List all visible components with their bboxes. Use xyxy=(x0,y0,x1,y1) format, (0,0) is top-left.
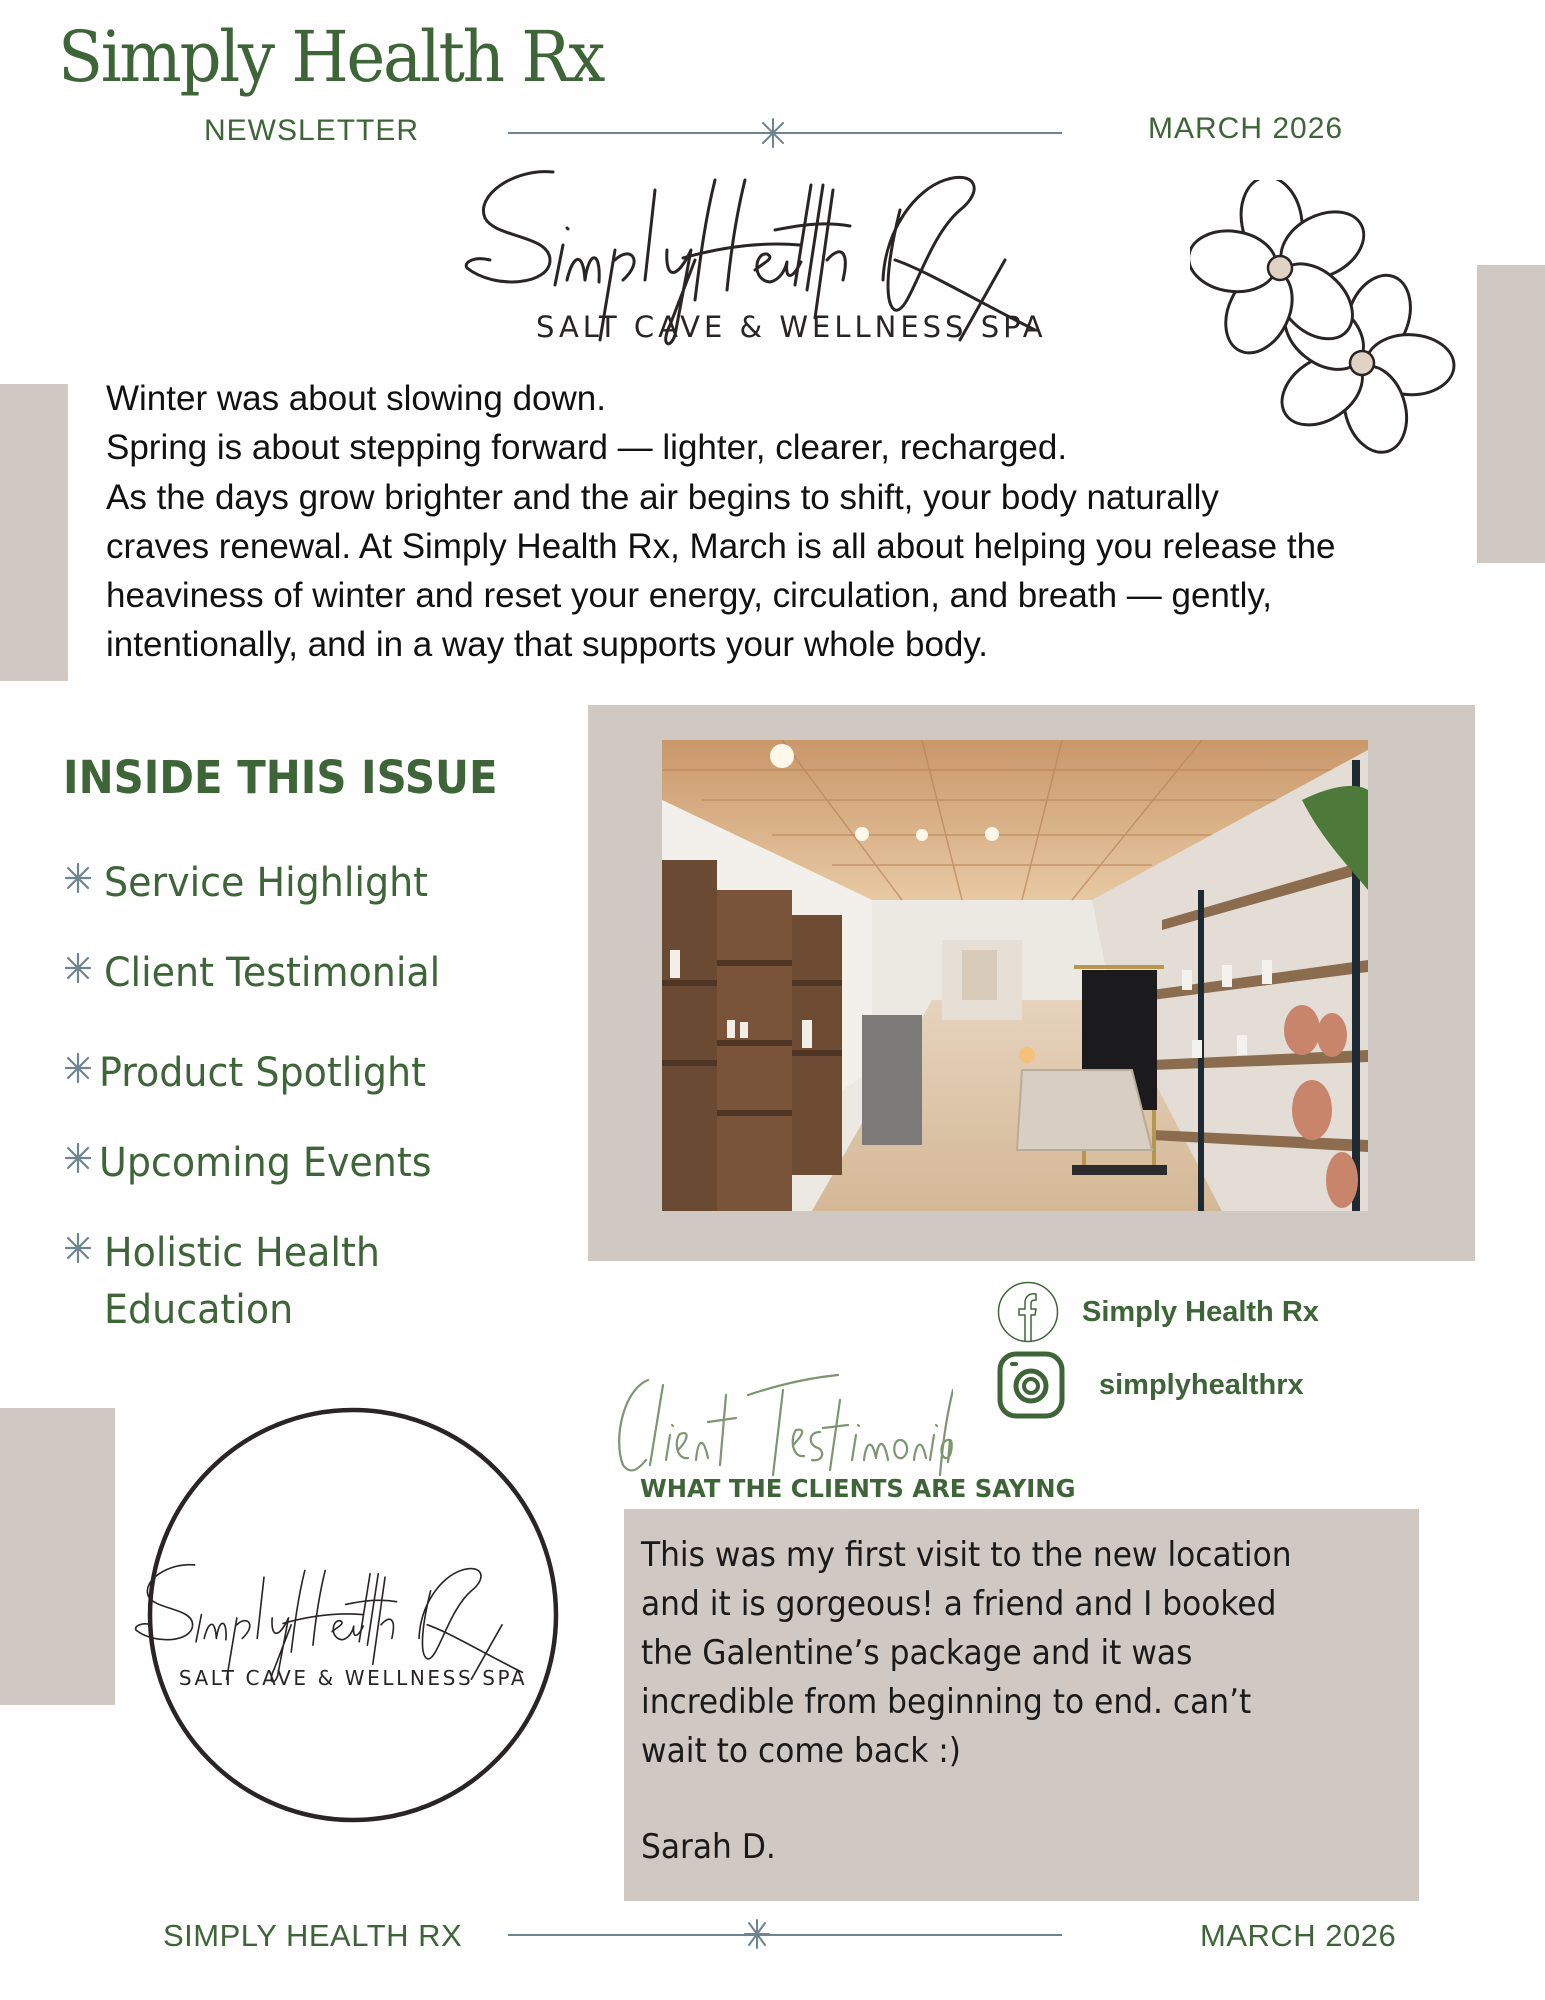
asterisk-star-icon xyxy=(62,952,94,984)
asterisk-star-icon xyxy=(742,1919,772,1949)
testimonial-quote xyxy=(641,1531,1401,1776)
circle-logo-tagline: SALT CAVE & WELLNESS SPA xyxy=(178,1666,528,1690)
facebook-link[interactable] xyxy=(997,1281,1319,1343)
issue-date: MARCH 2026 xyxy=(1148,112,1344,145)
client-testimonial-script-heading xyxy=(608,1370,953,1480)
accent-block-left-bottom xyxy=(0,1408,115,1705)
toc-item-label: Product Spotlight xyxy=(99,1050,426,1096)
testimonial-line: and it is gorgeous! a friend and I booked xyxy=(641,1584,1277,1624)
logo-tagline: SALT CAVE & WELLNESS SPA xyxy=(536,310,1047,344)
footer-divider-line xyxy=(508,1934,1062,1936)
toc-item-label: Client Testimonial xyxy=(104,950,441,996)
instagram-link[interactable] xyxy=(997,1351,1304,1419)
asterisk-star-icon xyxy=(62,1052,94,1084)
instagram-icon xyxy=(997,1351,1065,1419)
intro-line: As the days grow brighter and the air begins to shift, your body naturally xyxy=(106,477,1219,517)
toc-item-service-highlight[interactable] xyxy=(62,855,445,912)
toc-item-upcoming-events[interactable] xyxy=(62,1135,449,1192)
testimonial-line: This was my first visit to the new location xyxy=(641,1535,1292,1575)
toc-item-label: Upcoming Events xyxy=(99,1140,432,1186)
toc-item-label-line1: Holistic Health xyxy=(104,1230,380,1276)
intro-line: Spring is about stepping forward — lighter, clearer, recharged. xyxy=(106,428,1068,468)
intro-line: heaviness of winter and reset your energy, circulation, and breath — gently, xyxy=(106,576,1273,616)
testimonial-line: wait to come back :) xyxy=(641,1731,962,1771)
asterisk-star-icon xyxy=(62,1142,94,1174)
newsletter-label: NEWSLETTER xyxy=(204,114,420,147)
footer-brand: SIMPLY HEALTH RX xyxy=(163,1918,463,1953)
testimonial-line: the Galentine’s package and it was xyxy=(641,1633,1193,1673)
intro-line: craves renewal. At Simply Health Rx, March is all about helping you release the xyxy=(106,526,1336,566)
accent-block-left-top xyxy=(0,384,68,681)
accent-block-right-top xyxy=(1477,265,1545,563)
intro-line: Winter was about slowing down. xyxy=(106,379,606,418)
intro-line: intentionally, and in a way that supports your whole body. xyxy=(106,625,989,665)
instagram-label: simplyhealthrx xyxy=(1099,1368,1304,1401)
toc-item-label xyxy=(104,1225,380,1339)
toc-item-label: Service Highlight xyxy=(104,860,429,906)
spa-interior-illustration xyxy=(662,740,1368,1211)
testimonial-author: Sarah D. xyxy=(641,1827,776,1867)
facebook-icon xyxy=(997,1281,1059,1343)
intro-paragraph xyxy=(106,374,1466,670)
masthead-title: Simply Health Rx xyxy=(58,16,604,98)
facebook-label: Simply Health Rx xyxy=(1082,1295,1319,1328)
circle-brand-logo xyxy=(120,1395,600,1835)
testimonial-line: incredible from beginning to end. can’t xyxy=(641,1682,1252,1722)
footer-issue-date: MARCH 2026 xyxy=(1200,1918,1397,1953)
spa-interior-photo xyxy=(662,740,1368,1211)
toc-item-holistic-health-education[interactable] xyxy=(62,1225,394,1339)
asterisk-star-icon xyxy=(62,862,94,894)
testimonial-subheading: WHAT THE CLIENTS ARE SAYING xyxy=(640,1474,1076,1503)
asterisk-star-icon xyxy=(758,118,788,148)
toc-item-client-testimonial[interactable] xyxy=(62,945,458,1002)
asterisk-star-icon xyxy=(62,1232,94,1264)
toc-item-label-line2: Education xyxy=(104,1287,294,1333)
toc-item-product-spotlight[interactable] xyxy=(62,1045,443,1102)
toc-heading: INSIDE THIS ISSUE xyxy=(63,751,498,804)
